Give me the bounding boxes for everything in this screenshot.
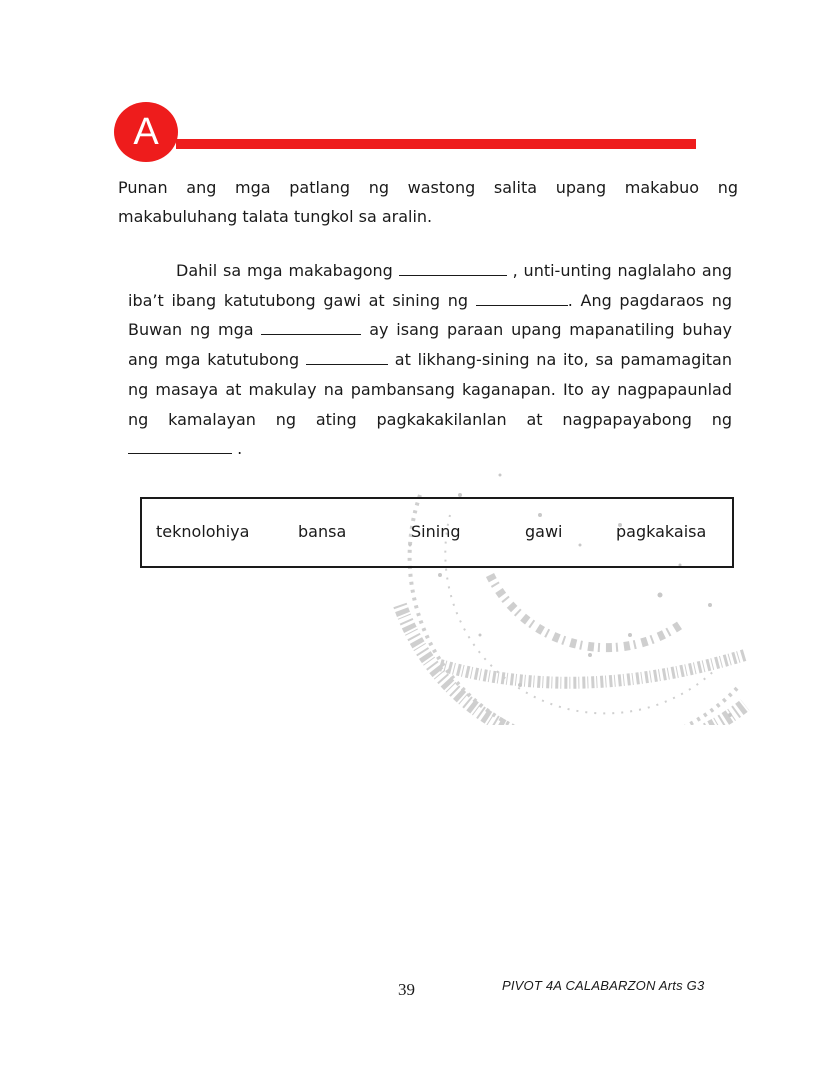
blank-4[interactable] [306, 349, 388, 365]
page-number: 39 [398, 980, 415, 999]
paragraph-part-6: . [237, 439, 243, 459]
paragraph-part-3: . Ang pagdaraos ng Buwan ng mga [128, 290, 733, 340]
blank-3[interactable] [261, 319, 361, 335]
fill-in-paragraph [128, 256, 732, 464]
footer-title: PIVOT 4A CALABARZON Arts G3 [502, 978, 705, 993]
badge-letter: A [133, 110, 159, 153]
blank-5[interactable] [128, 438, 232, 454]
section-badge [114, 102, 178, 162]
word-bank-item: Sining [411, 522, 461, 541]
paragraph-part-4: ay isang paraan upang mapanatiling buhay ang mga katutubong [128, 320, 733, 370]
blank-2[interactable] [476, 290, 568, 306]
instruction-text: Punan ang mga patlang ng wastong salita upang makabuo ng makabuluhang talata tungkol sa aralin. [118, 178, 738, 226]
paragraph-part-5: at likhang-sining na ito, sa pamamagitan ng masaya at makulay na pambansang kaganapan. Ito ay nagpapaunlad ng kamalayan ng ating pagkakakilanlan at nagpapayabong ng [128, 350, 732, 429]
word-bank [140, 497, 734, 568]
word-bank-item: teknolohiya [156, 522, 250, 541]
watermark-seal [380, 455, 750, 725]
word-bank-item: bansa [298, 522, 347, 541]
paragraph-part-2: , unti-unting naglalaho ang iba’t ibang katutubong gawi at sining ng [128, 261, 732, 310]
paragraph-part-1: Dahil sa mga makabagong [176, 261, 393, 280]
blank-1[interactable] [399, 260, 507, 276]
section-divider [176, 139, 696, 149]
word-bank-item: pagkakaisa [616, 522, 707, 541]
word-bank-item: gawi [525, 522, 563, 541]
